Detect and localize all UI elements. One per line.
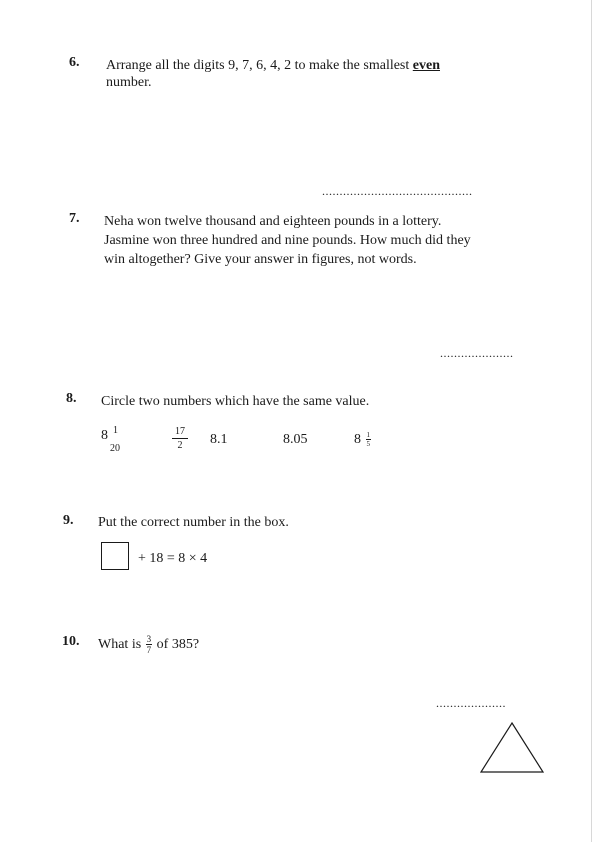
question-6-text: Arrange all the digits 9, 7, 6, 4, 2 to make the smallest (106, 58, 413, 73)
option-1-denominator: 20 (110, 443, 120, 454)
question-9-text: Put the correct number in the box. (98, 515, 289, 530)
question-7-text-line-2: Jasmine won three hundred and nine pounds. How much did they (104, 233, 471, 248)
option-mixed-8-1-5[interactable] (354, 431, 371, 449)
question-6-emphasis: even (412, 58, 440, 73)
question-10-numerator: 3 (146, 634, 152, 644)
question-9-equation: + 18 = 8 × 4 (138, 551, 208, 566)
triangle-icon (478, 720, 546, 776)
question-8-number: 8. (66, 391, 77, 406)
option-mixed-8-1-20[interactable] (101, 425, 120, 454)
question-9-number: 9. (63, 513, 74, 528)
question-8-text: Circle two numbers which have the same value. (101, 394, 370, 409)
option-5-fraction (366, 432, 372, 448)
question-10-text (98, 635, 199, 655)
option-fraction-17-2[interactable] (172, 426, 188, 452)
option-2-numerator: 17 (172, 426, 188, 439)
option-8-1[interactable]: 8.1 (210, 432, 228, 447)
option-5-denominator: 5 (366, 439, 370, 448)
option-5-numerator: 1 (366, 430, 370, 439)
option-1-whole: 8 (101, 428, 108, 443)
question-10-fraction (146, 635, 153, 655)
question-10-number: 10. (62, 634, 80, 649)
question-10-text-post: of 385? (156, 637, 200, 653)
answer-box[interactable] (101, 542, 129, 570)
option-2-denominator: 2 (177, 440, 183, 451)
question-10-text-pre: What is (98, 637, 142, 653)
option-5-whole: 8 (354, 432, 361, 447)
question-6-text-line-1 (106, 57, 440, 75)
question-7-text-line-1: Neha won twelve thousand and eighteen pounds in a lottery. (104, 214, 442, 229)
option-1-numerator: 1 (113, 425, 118, 436)
question-10-answer-line[interactable]: .................... (436, 696, 506, 710)
scan-edge-line (591, 0, 592, 842)
question-6-text-line-2: number. (106, 75, 152, 90)
question-10-denominator: 7 (146, 645, 152, 655)
question-6-number: 6. (69, 55, 80, 70)
question-7-number: 7. (69, 211, 80, 226)
question-7-text-line-3: win altogether? Give your answer in figures, not words. (104, 252, 417, 267)
question-6-answer-line[interactable]: ........................................... (322, 184, 473, 198)
question-7-answer-line[interactable]: ..................... (440, 346, 514, 360)
option-8-05[interactable]: 8.05 (283, 432, 308, 447)
